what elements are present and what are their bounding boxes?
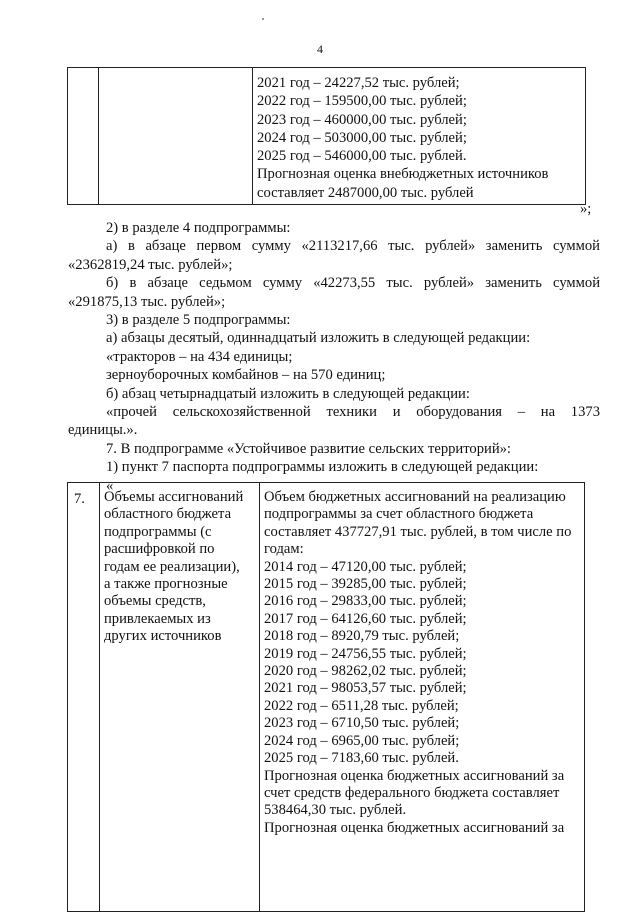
table-bottom [67, 482, 585, 912]
table-line: 2016 год – 29833,00 тыс. рублей; [264, 593, 467, 610]
row-name-line: других источников [104, 628, 222, 645]
table-line: Объем бюджетных ассигнований на реализацию [264, 489, 566, 505]
paragraph: зерноуборочных комбайнов – на 570 единиц; [106, 367, 386, 384]
paragraph: 2) в разделе 4 подпрограммы: [106, 220, 291, 236]
row-name-line: привлекаемых из [104, 610, 211, 627]
row-name-line: годам ее реализации), [104, 558, 240, 575]
table-top-cell-name [99, 68, 253, 205]
table-line: 2021 год – 24227,52 тыс. рублей; [257, 75, 460, 91]
table-line: подпрограммы за счет областного бюджета [264, 506, 534, 523]
row-name-line: областного бюджета [104, 506, 232, 523]
page-number: 4 [317, 42, 323, 56]
row-name-line: Объемы ассигнований [104, 489, 244, 505]
table-line: Прогнозная оценка бюджетных ассигнований за [264, 767, 565, 784]
table-line: 2017 год – 64126,60 тыс. рублей; [264, 610, 467, 627]
scan-speck [262, 18, 264, 20]
paragraph: б) абзац четырнадцатый изложить в следующей редакции: [106, 385, 470, 402]
table-line: годам: [264, 541, 304, 558]
table-top-cell-content [253, 68, 586, 205]
table-top [67, 67, 586, 205]
row-name-line: объемы средств, [104, 593, 206, 610]
paragraph: «прочей сельскохозяйственной техники и оборудования – на 1373 [106, 404, 600, 421]
table-line: 2024 год – 503000,00 тыс. рублей; [257, 129, 467, 146]
table-line: 2025 год – 546000,00 тыс. рублей. [257, 148, 467, 165]
paragraph: а) абзацы десятый, одиннадцатый изложить в следующей редакции: [106, 330, 531, 347]
table-line: 538464,30 тыс. рублей. [264, 802, 407, 819]
table-line: 2019 год – 24756,55 тыс. рублей; [264, 645, 467, 662]
table-line: 2021 год – 98053,57 тыс. рублей; [264, 680, 467, 697]
paragraph: б) в абзаце седьмом сумму «42273,55 тыс. рублей» заменить суммой [106, 275, 600, 292]
table-line: 2023 год – 460000,00 тыс. рублей; [257, 111, 467, 128]
table-top-cell-num [68, 68, 99, 205]
paragraph: а) в абзаце первом сумму «2113217,66 тыс. рублей» заменить суммой [106, 238, 600, 255]
table-line: 2025 год – 7183,60 тыс. рублей. [264, 750, 459, 767]
closing-quote: »; [580, 201, 592, 217]
table-line: 2022 год – 159500,00 тыс. рублей; [257, 93, 467, 110]
table-line: Прогнозная оценка внебюджетных источников [257, 166, 549, 183]
table-line: 2024 год – 6965,00 тыс. рублей; [264, 732, 460, 749]
row-name-line: а также прогнозные [104, 576, 228, 593]
row-name-line: подпрограммы (с [104, 523, 212, 540]
table-line: 2020 год – 98262,02 тыс. рублей; [264, 663, 467, 680]
paragraph: «291875,13 тыс. рублей»; [68, 293, 226, 310]
table-line: составляет 2487000,00 тыс. рублей [257, 184, 474, 201]
paragraph: единицы.». [68, 422, 138, 439]
paragraph: 1) пункт 7 паспорта подпрограммы изложить в следующей редакции: [106, 459, 539, 476]
table-line: 2022 год – 6511,28 тыс. рублей; [264, 697, 459, 714]
table-line: составляет 437727,91 тыс. рублей, в том числе по [264, 523, 572, 540]
paragraph: 3) в разделе 5 подпрограммы: [106, 312, 291, 329]
table-line: счет средств федерального бюджета составляет [264, 784, 560, 801]
row-number: 7. [68, 483, 100, 912]
table-line: 2023 год – 6710,50 тыс. рублей; [264, 715, 460, 732]
paragraph: «тракторов – на 434 единицы; [106, 348, 293, 365]
row-name-cell [100, 483, 260, 912]
table-line: Прогнозная оценка бюджетных ассигнований за [264, 819, 565, 836]
document-body [68, 219, 600, 495]
paragraph: 7. В подпрограмме «Устойчивое развитие сельских территорий»: [106, 440, 511, 457]
row-name-line: расшифровкой по [104, 541, 215, 558]
table-line: 2015 год – 39285,00 тыс. рублей; [264, 576, 467, 593]
paragraph: «2362819,24 тыс. рублей»; [68, 256, 233, 273]
paragraph: « [106, 477, 114, 494]
row-content-cell [260, 483, 585, 912]
table-line: 2014 год – 47120,00 тыс. рублей; [264, 558, 467, 575]
table-line: 2018 год – 8920,79 тыс. рублей; [264, 628, 460, 645]
